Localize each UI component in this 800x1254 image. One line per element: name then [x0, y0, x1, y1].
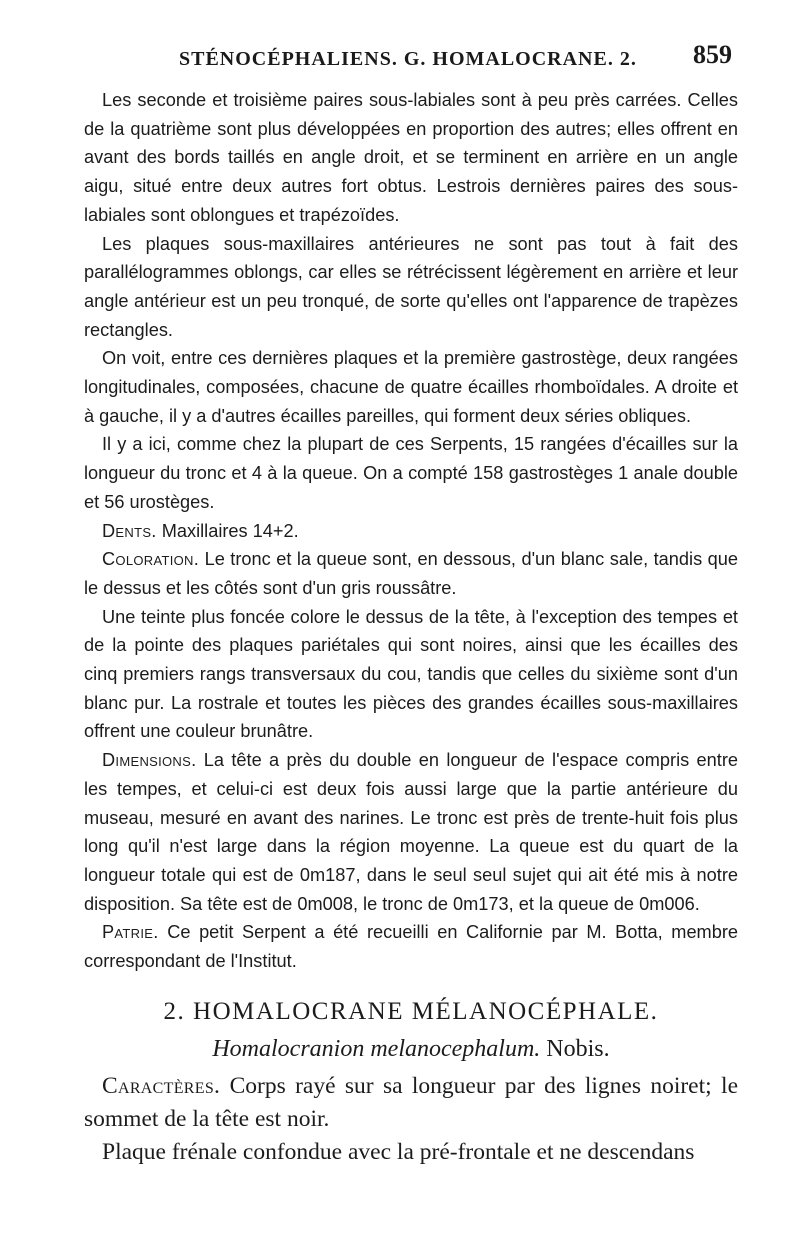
section-title: 2. HOMALOCRANE MÉLANOCÉPHALE.	[163, 997, 659, 1025]
author: Nobis.	[540, 1035, 610, 1062]
caracteres-block	[84, 1070, 738, 1169]
dimensions-paragraph	[84, 746, 738, 918]
patrie-label: Patrie.	[102, 922, 159, 943]
paragraph: Il y a ici, comme chez la plupart de ces Serpents, 15 rangées d'écailles sur la longueur du tronc et 4 à la queue. On a compté 158 gastrostèges 1 anale double et 56 urostèges.	[84, 434, 738, 512]
caracteres-continuation: Plaque frénale confondue avec la pré-frontale et ne descendans	[102, 1138, 695, 1165]
latin-name-line	[84, 1032, 738, 1066]
dimensions-label: Dimensions.	[102, 750, 197, 771]
page-header	[84, 0, 732, 70]
caracteres-paragraph	[84, 1070, 738, 1136]
paragraph: On voit, entre ces dernières plaques et la première gastrostège, deux rangées longitudinales, composées, chacune de quatre écailles rhomboïdales. A droite et à gauche, il y a d'autres écailles pareilles, qui forment deux séries obliques.	[84, 348, 738, 426]
page-number: 859	[693, 40, 732, 69]
running-title: STÉNOCÉPHALIENS. G. HOMALOCRANE. 2.	[179, 48, 637, 70]
dents-label: Dents.	[102, 520, 157, 541]
coloration-text: Le tronc et la queue sont, en dessous, d'un blanc sale, tandis que le dessus et les côtés sont d'un gris roussâtre.	[84, 549, 738, 598]
patrie-text: Ce petit Serpent a été recueilli en Californie par M. Botta, membre correspondant de l'Institut.	[84, 922, 738, 972]
dents-paragraph	[84, 517, 738, 546]
coloration-continuation: Une teinte plus foncée colore le dessus de la tête, à l'exception des tempes et de la pointe des plaques pariétales qui sont noires, ainsi que les écailles des cinq premiers rangs transversaux du cou, tandis que celles du sixième sont d'un blanc pur. La rostrale et toutes les pièces des grandes écailles sous-maxillaires offrent une couleur brunâtre.	[84, 606, 738, 742]
coloration-paragraph	[84, 545, 738, 602]
paragraph: Les plaques sous-maxillaires antérieures ne sont pas tout à fait des parallélogrammes oblongs, car elles se rétrécissent légèrement en arrière et leur angle antérieur est un peu tronqué, de sorte qu'elles ont l'apparence de trapèzes rectangles.	[84, 233, 738, 340]
patrie-paragraph	[84, 918, 738, 975]
body-text	[84, 86, 738, 1169]
latin-name: Homalocranion melanocephalum.	[212, 1035, 541, 1062]
caracteres-text: Corps rayé sur sa longueur par des lignes noiret; le sommet de la tête est noir.	[84, 1072, 738, 1132]
coloration-label: Coloration.	[102, 549, 200, 570]
dimensions-text: La tête a près du double en longueur de l'espace compris entre les tempes, et celui-ci est deux fois aussi large que la partie antérieure du museau, mesuré en avant des narines. Le tronc est près de trente-huit fois plus long qu'il n'est large dans la région moyenne. La queue est du quart de la longueur totale qui est de 0m187, dans le seul seul sujet qui ait été mis à notre disposition. Sa tête est de 0m008, le tronc de 0m173, et la queue de 0m006.	[84, 750, 738, 914]
paragraph: Les seconde et troisième paires sous-labiales sont à peu près carrées. Celles de la quatrième sont plus développées en proportion des autres; elles offrent en avant des bords taillés en angle droit, et se terminent en arrière en un angle aigu, situé entre deux autres fort obtus. Lestrois dernières paires des sous-labiales sont oblongues et trapézoïdes.	[84, 90, 738, 225]
caracteres-label: Caractères.	[102, 1072, 221, 1099]
dents-text: Maxillaires 14+2.	[156, 520, 299, 541]
